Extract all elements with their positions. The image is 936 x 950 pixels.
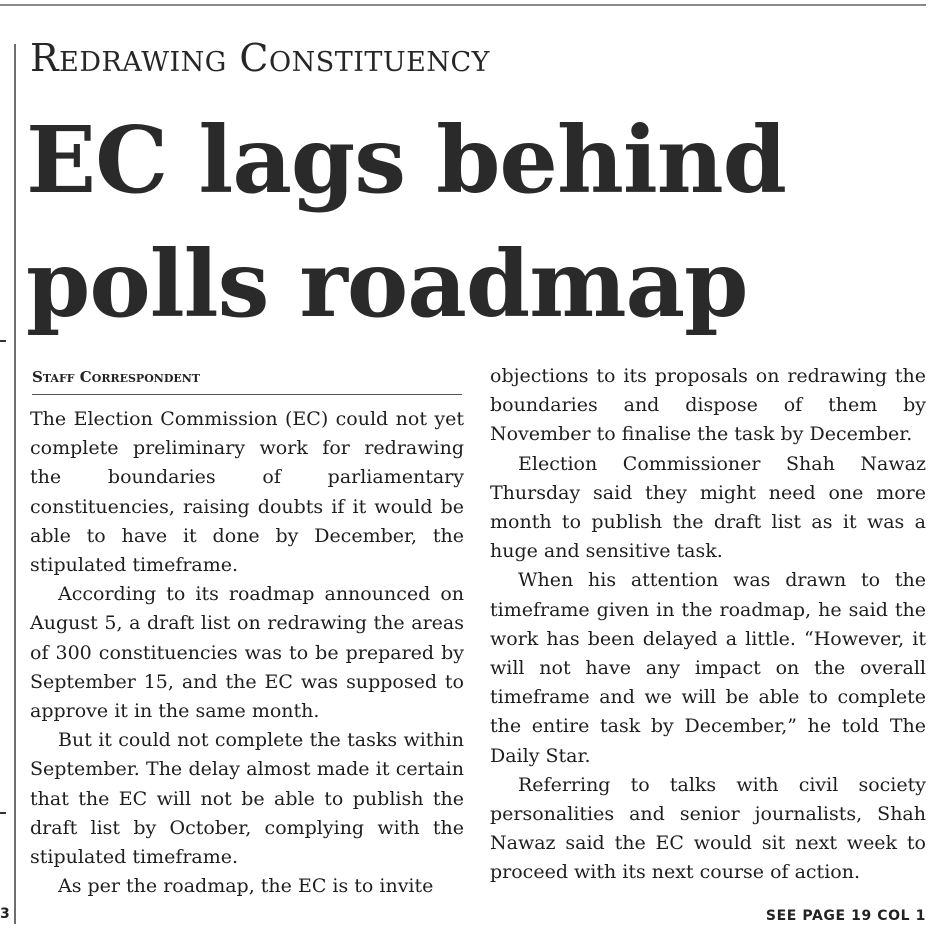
paragraph: Election Commissioner Shah Nawaz Thursday said they might need one more month to publish the draft list as it was a huge and sensitive task.: [490, 452, 926, 563]
paragraph: When his attention was drawn to the timeframe given in the roadmap, he said the work has been delayed a little. “However, it will not have any impact on the overall timeframe and we will be able to complete the entire task by December,” he told The Daily Star.: [490, 569, 926, 767]
continuation-jump: SEE PAGE 19 COL 1: [765, 908, 926, 924]
kicker: Redrawing Constituency: [30, 36, 490, 80]
headline-line-2: polls roadmap: [26, 230, 748, 338]
column-rule: [14, 44, 16, 924]
paragraph: Referring to talks with civil society personalities and senior journalists, Shah Nawaz said the EC would sit next week to proceed with its next course of action.: [490, 773, 926, 884]
headline: [26, 98, 786, 346]
paragraph: But it could not complete the tasks within September. The delay almost made it certain that the EC will not be able to publish the draft list by October, complying with the stipulated timeframe.: [30, 729, 464, 869]
margin-tick: [0, 812, 6, 814]
headline-line-1: EC lags behind: [26, 106, 787, 214]
margin-tick: [0, 340, 6, 342]
body-column-2: [490, 362, 926, 888]
top-rule: [0, 4, 926, 6]
body-column-1: [30, 405, 464, 901]
byline: Staff Correspondent: [32, 368, 462, 395]
paragraph: objections to its proposals on redrawing the boundaries and dispose of them by November to finalise the task by December.: [490, 365, 926, 446]
paragraph: The Election Commission (EC) could not yet complete preliminary work for redrawing the boundaries of parliamentary constituencies, raising doubts if it would be able to have it done by December, the stipulated timeframe.: [30, 408, 464, 577]
paragraph: As per the roadmap, the EC is to invite: [58, 875, 434, 898]
paragraph: According to its roadmap announced on August 5, a draft list on redrawing the areas of 300 constituencies was to be prepared by September 15, and the EC was supposed to approve it in the same month.: [30, 583, 464, 723]
margin-page-digit: 3: [0, 906, 10, 922]
